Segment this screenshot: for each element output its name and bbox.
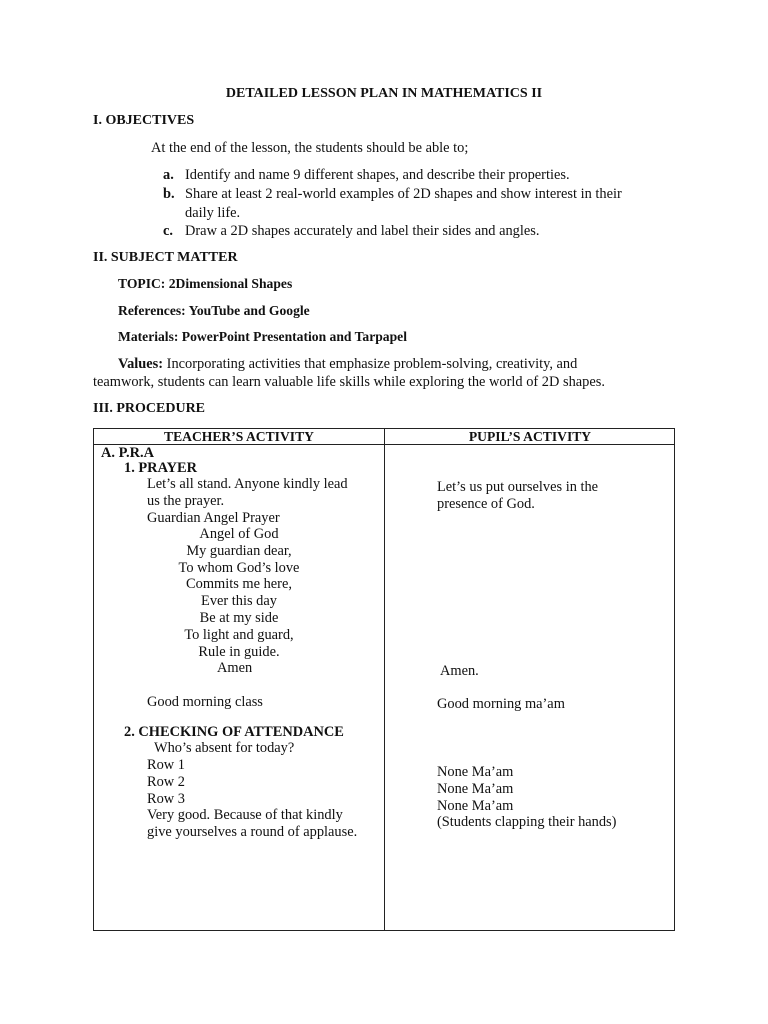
text-line: give yourselves a round of applause. bbox=[147, 824, 358, 841]
attendance-heading: 2. CHECKING OF ATTENDANCE bbox=[124, 724, 344, 740]
text-line: presence of God. bbox=[437, 495, 535, 512]
prayer-line: Ever this day bbox=[201, 593, 277, 610]
teacher-attendance-question: Who’s absent for today? bbox=[154, 740, 295, 756]
pupil-good-morning: Good morning ma’am bbox=[437, 696, 565, 712]
teacher-amen: Amen bbox=[217, 660, 253, 676]
values-text: Incorporating activities that emphasize problem-solving, creativity, and bbox=[163, 356, 578, 372]
section-pra: A. P.R.A bbox=[101, 445, 155, 461]
values-line bbox=[118, 356, 577, 373]
values-label: Values: bbox=[118, 356, 164, 372]
prayer-line: Angel of God bbox=[199, 526, 279, 542]
prayer-line: Be at my side bbox=[199, 609, 279, 626]
objective-text: Draw a 2D shapes accurately and label their sides and angles. bbox=[185, 223, 540, 239]
objective-item bbox=[163, 223, 540, 240]
teacher-activity-header: TEACHER’S ACTIVITY bbox=[164, 429, 314, 444]
text-line: None Ma’am bbox=[437, 797, 514, 814]
text-line: Row 1 bbox=[147, 757, 185, 773]
prayer-line: To whom God’s love bbox=[178, 559, 300, 576]
materials-line: Materials: PowerPoint Presentation and Tarpapel bbox=[118, 329, 407, 344]
objective-text: Identify and name 9 different shapes, and describe their properties. bbox=[185, 167, 570, 183]
procedure-table bbox=[93, 428, 675, 931]
text-line: Let’s us put ourselves in the bbox=[437, 479, 599, 495]
objective-letter: c. bbox=[163, 223, 173, 239]
table-column-divider bbox=[384, 429, 385, 930]
teacher-attendance bbox=[147, 757, 357, 841]
prayer-heading: 1. PRAYER bbox=[124, 460, 198, 476]
text-line: Let’s all stand. Anyone kindly lead bbox=[147, 476, 348, 492]
references-line: References: YouTube and Google bbox=[118, 303, 310, 318]
pupil-amen: Amen. bbox=[440, 663, 479, 679]
pupil-activity-header: PUPIL’S ACTIVITY bbox=[468, 429, 592, 444]
teacher-good-morning: Good morning class bbox=[147, 694, 263, 710]
subject-matter-heading: II. SUBJECT MATTER bbox=[93, 250, 238, 265]
topic-line: TOPIC: 2Dimensional Shapes bbox=[118, 276, 293, 291]
text-line: Guardian Angel Prayer bbox=[147, 509, 280, 526]
values-text-continuation: teamwork, students can learn valuable life skills while exploring the world of 2D shapes. bbox=[93, 374, 605, 390]
prayer-line: My guardian dear, bbox=[186, 542, 292, 559]
objective-letter: b. bbox=[163, 186, 175, 202]
teacher-prayer-intro bbox=[147, 476, 348, 526]
objective-item bbox=[163, 186, 622, 203]
text-line: us the prayer. bbox=[147, 492, 225, 509]
text-line: (Students clapping their hands) bbox=[437, 814, 617, 831]
prayer-line: To light and guard, bbox=[184, 626, 294, 643]
prayer-line: Rule in guide. bbox=[198, 643, 280, 660]
objective-letter: a. bbox=[163, 167, 174, 183]
guardian-angel-prayer bbox=[154, 526, 324, 660]
objective-item bbox=[163, 167, 570, 184]
pupil-attendance-response bbox=[437, 764, 616, 831]
page-title: DETAILED LESSON PLAN IN MATHEMATICS II bbox=[225, 86, 543, 101]
text-line: None Ma’am bbox=[437, 764, 514, 780]
objectives-heading: I. OBJECTIVES bbox=[93, 113, 195, 128]
text-line: Row 2 bbox=[147, 773, 185, 790]
text-line: Row 3 bbox=[147, 790, 185, 807]
objectives-intro: At the end of the lesson, the students should be able to; bbox=[151, 140, 469, 156]
objective-item-continuation bbox=[163, 205, 241, 222]
text-line: Very good. Because of that kindly bbox=[147, 807, 343, 824]
prayer-line: Commits me here, bbox=[186, 576, 292, 593]
text-line: None Ma’am bbox=[437, 780, 514, 797]
objective-text: Share at least 2 real-world examples of 2D shapes and show interest in their bbox=[185, 186, 622, 202]
procedure-heading: III. PROCEDURE bbox=[93, 401, 206, 416]
objective-text: daily life. bbox=[185, 205, 241, 221]
pupil-prayer-response bbox=[437, 479, 598, 513]
